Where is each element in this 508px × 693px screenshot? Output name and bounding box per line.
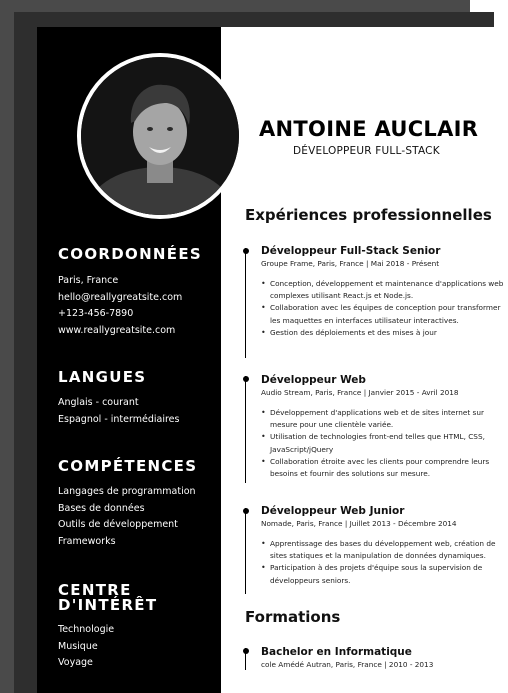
job-bullet: • Conception, développement et maintenance d'applications web complexes utilisant React.js et Node.js. (261, 278, 507, 302)
interests-heading-line2: D'INTÉRÊT (58, 596, 158, 614)
job-company: Groupe Frame, Paris, France | Mai 2018 - Présent (261, 259, 440, 268)
job-bullet: • Participation à des projets d'équipe sous la supervision de développeurs seniors. (261, 562, 507, 586)
timeline-line (245, 248, 246, 358)
contact-website[interactable]: www.reallygreatsite.com (58, 324, 176, 336)
skill-item: Frameworks (58, 535, 116, 547)
interest-item: Voyage (58, 657, 93, 668)
languages-heading: LANGUES (58, 368, 147, 386)
portrait-illustration (81, 57, 239, 215)
interests-list (58, 622, 114, 672)
skill-item: Bases de données (58, 502, 145, 514)
interest-item: Musique (58, 640, 98, 652)
timeline-dot (243, 376, 249, 382)
interest-item: Technologie (58, 624, 115, 635)
timeline-dot (243, 508, 249, 514)
school-info: cole Amédé Autran, Paris, France | 2010 - 2013 (261, 660, 434, 669)
education-entry (261, 645, 507, 670)
job-bullet: • Collaboration avec les équipes de conception pour transformer les maquettes en interfaces utilisateur interactives. (261, 302, 507, 326)
job-bullet: • Collaboration étroite avec les clients pour comprendre leurs besoins et fournir des solutions sur mesure. (261, 456, 507, 480)
job-company: Nomade, Paris, France | Juillet 2013 - Décembre 2014 (261, 519, 457, 528)
job-entry (261, 244, 507, 339)
job-bullets (261, 407, 507, 480)
skills-list (58, 484, 196, 550)
skill-item: Outils de développement (58, 519, 178, 530)
timeline-line (245, 508, 246, 594)
language-item: Espagnol - intermédiaires (58, 413, 180, 425)
job-title: Développeur Full-Stack Senior (261, 245, 441, 257)
candidate-title: DÉVELOPPEUR FULL-STACK (293, 145, 440, 157)
job-title: Développeur Web Junior (261, 505, 405, 517)
skills-heading: COMPÉTENCES (58, 457, 198, 475)
languages-list (58, 395, 179, 428)
contact-list (58, 273, 182, 339)
language-item: Anglais - courant (58, 397, 139, 408)
timeline-dot (243, 648, 249, 654)
job-bullets (261, 278, 507, 339)
experience-heading: Expériences professionnelles (245, 206, 492, 224)
job-bullet: • Apprentissage des bases du développement web, création de sites statiques et la manipulation de données dynamiques. (261, 538, 507, 562)
job-entry (261, 373, 507, 480)
contact-location: Paris, France (58, 275, 119, 286)
contact-heading: COORDONNÉES (58, 245, 202, 263)
job-bullet: • Gestion des déploiements et des mises à jour (261, 327, 507, 339)
interests-heading-line1: CENTRE (58, 581, 132, 599)
job-bullet: • Utilisation de technologies front-end telles que HTML, CSS, JavaScript/jQuery (261, 431, 507, 455)
job-company: Audio Stream, Paris, France | Janvier 2015 - Avril 2018 (261, 388, 459, 397)
contact-email[interactable]: hello@reallygreatsite.com (58, 291, 183, 303)
job-title: Développeur Web (261, 374, 366, 386)
contact-phone[interactable]: +123-456-7890 (58, 308, 134, 319)
skill-item: Langages de programmation (58, 486, 196, 497)
profile-photo (77, 53, 243, 219)
job-entry (261, 504, 507, 587)
candidate-name: ANTOINE AUCLAIR (259, 117, 479, 141)
job-bullet: • Développement d'applications web et de sites internet sur mesure pour une clientèle variée. (261, 407, 507, 431)
education-heading: Formations (245, 608, 341, 626)
timeline-line (245, 376, 246, 483)
degree-title: Bachelor en Informatique (261, 646, 412, 658)
job-bullets (261, 538, 507, 587)
timeline-dot (243, 248, 249, 254)
